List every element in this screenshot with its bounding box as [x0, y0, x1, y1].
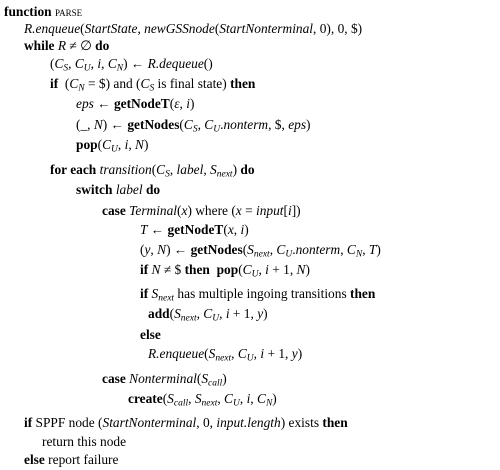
if-final-state-line: if ($C_N$ = $) and ($C_S$ is final state) then: [50, 76, 256, 94]
enqueue-start-line: R.enqueue(StartState, newGSSnode(StartNonterminal, 0), 0, $): [24, 21, 363, 36]
add-line: $add(S_{next}$, $C_U$, i + 1, y): [148, 306, 268, 324]
else-line: else: [140, 327, 161, 342]
function-header: function parse: [4, 4, 83, 19]
while-loop-line: while R ≠ ∅ do: [24, 38, 110, 53]
if-n-pop-line: if N ≠ $ then $pop(C_U$, i + 1, N): [140, 262, 310, 280]
if-multiple-ingoing-line: if $S_{next}$ has multiple ingoing transitions then: [140, 286, 376, 304]
dequeue-line: ($C_S$, $C_U$, i, $C_N$) ← R.dequeue(): [50, 56, 213, 74]
getnodes-eps-line: (_, N) ← $getNodes(C_S$, $C_U.nonterm$, $, eps): [76, 117, 311, 135]
pop-line: $pop(C_U$, i, N): [76, 137, 149, 155]
switch-label-line: switch label do: [76, 182, 161, 197]
for-each-transition-line: for each $transition(C_S$, label, $S_{next}$) do: [50, 162, 255, 180]
case-terminal-line: case Terminal(x) where (x = input[i]): [102, 203, 301, 218]
case-nonterminal-line: case $Nonterminal(S_{call})$: [102, 371, 227, 389]
return-node-line: return this node: [42, 434, 127, 449]
getnodet-line: T ← getNodeT(x, i): [140, 222, 249, 237]
if-sppf-exists-line: if SPPF node (StartNonterminal, 0, input.length) exists then: [24, 415, 348, 430]
else-report-failure-line: else report failure: [24, 452, 119, 467]
getnodes-next-line: (y, N) ← $getNodes(S_{next}$, $C_U.nonterm$, $C_N$, T): [140, 242, 381, 260]
create-line: $create(S_{call}$, $S_{next}$, $C_U$, i, $C_N$): [128, 391, 277, 409]
enqueue-next-line: $R.enqueue(S_{next}$, $C_U$, i + 1, y): [148, 346, 303, 364]
eps-assign-line: eps ← getNodeT(ε, i): [76, 96, 195, 111]
